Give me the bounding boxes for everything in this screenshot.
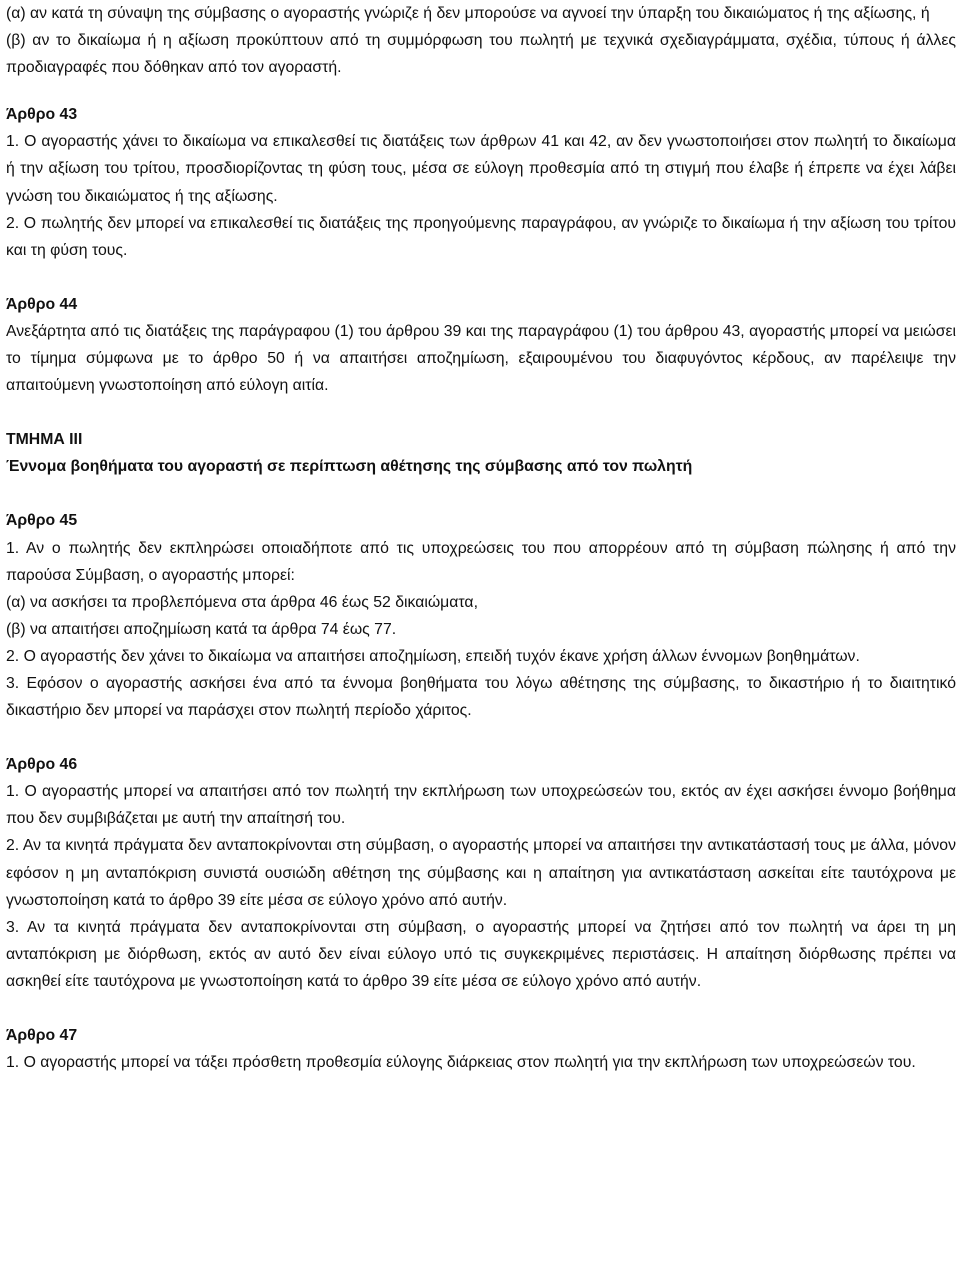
article-45-para-1: 1. Αν ο πωλητής δεν εκπληρώσει οποιαδήποτε από τις υποχρεώσεις του που απορρέουν από τη σύμβαση πώλησης ή από την παρούσα Σύμβαση, ο αγοραστής μπορεί: bbox=[6, 539, 956, 584]
article-44-para-1: Ανεξάρτητα από τις διατάξεις της παράγραφου (1) του άρθρου 39 και της παραγράφου (1) του άρθρου 43, αγοραστής μπορεί να μειώσει το τίμημα σύμφωνα με το άρθρο 50 ή να απαιτήσει αποζημίωση, εξαιρουμένου του διαφυγόντος κέρδους, αν παρέλειψε την απαιτούμενη γνωστοποίηση από εύλογη αιτία. bbox=[6, 322, 956, 395]
article-46-para-1: 1. Ο αγοραστής μπορεί να απαιτήσει από τον πωλητή την εκπλήρωση των υποχρεώσεών του, εκτός αν έχει ασκήσει έννομο βοήθημα που δεν συμβιβάζεται με αυτή την απαίτησή του. bbox=[6, 783, 956, 828]
article-46-para-2: 2. Αν τα κινητά πράγματα δεν ανταποκρίνονται στη σύμβαση, ο αγοραστής μπορεί να απαιτήσει την αντικατάστασή τους με άλλα, μόνον εφόσον η μη ανταπόκριση συνιστά ουσιώδη αθέτηση της σύμβασης και η απαίτηση για αντικατάσταση ασκείται είτε ταυτόχρονα με γνωστοποίηση κατά το άρθρο 39 είτε μέσα σε εύλογο χρόνο από αυτήν. bbox=[6, 837, 956, 909]
section-title: ΤΜΗΜΑ III bbox=[6, 431, 83, 449]
article-47-title: Άρθρο 47 bbox=[6, 1027, 78, 1044]
article-43-title: Άρθρο 43 bbox=[6, 106, 78, 124]
article-45-para-3: 3. Εφόσον ο αγοραστής ασκήσει ένα από τα έννομα βοηθήματα του λόγω αθέτησης της σύμβασης, το δικαστήριο ή το διαιτητικό δικαστήριο δεν μπορεί να παράσχει στον πωλητή περίοδο χάριτος. bbox=[6, 674, 956, 720]
spacer bbox=[6, 480, 956, 507]
article-45-title: Άρθρο 45 bbox=[6, 512, 78, 530]
article-45-para-2: 2. Ο αγοραστής δεν χάνει το δικαίωμα να απαιτήσει αποζημίωση, επειδή τυχόν έκανε χρήση άλλων έννομων βοηθημάτων. bbox=[6, 647, 860, 665]
article-43-para-2: 2. Ο πωλητής δεν μπορεί να επικαλεσθεί τις διατάξεις της προηγούμενης παραγράφου, αν γνώριζε το δικαίωμα ή την αξίωση του τρίτου και τη φύση τους. bbox=[6, 214, 956, 259]
article-44-title: Άρθρο 44 bbox=[6, 295, 78, 313]
article-46-para-3: 3. Αν τα κινητά πράγματα δεν ανταποκρίνονται στη σύμβαση, ο αγοραστής μπορεί να ζητήσει από τον πωλητή να άρει τη μη ανταπόκριση με διόρθωση, εκτός αν αυτό δεν είναι εύλογο υπό τις συγκεκριμένες περιστάσεις. Η απαίτηση διόρθωσης πρέπει να ασκηθεί είτε ταυτόχρονα με γνωστοποίηση κατά το άρθρο 39 είτε μέσα σε εύλογο χρόνο από αυτήν. bbox=[6, 918, 956, 990]
section-subtitle: Έννομα βοηθήματα του αγοραστή σε περίπτωση αθέτησης της σύμβασης από τον πωλητή bbox=[6, 458, 693, 476]
intro-item-b: (β) αν το δικαίωμα ή η αξίωση προκύπτουν από τη συμμόρφωση του πωλητή με τεχνικά σχεδιαγράμματα, σχέδια, τύπους ή άλλες προδιαγραφές που δόθηκαν από τον αγοραστή. bbox=[6, 32, 956, 77]
spacer bbox=[6, 399, 956, 426]
spacer bbox=[6, 264, 956, 291]
spacer bbox=[6, 81, 956, 101]
article-47-para-1: 1. Ο αγοραστής μπορεί να τάξει πρόσθετη προθεσμία εύλογης διάρκειας στον πωλητή για την εκπλήρωση των υποχρεώσεών του. bbox=[6, 1054, 916, 1072]
article-46-title: Άρθρο 46 bbox=[6, 756, 78, 774]
article-43-para-1: 1. Ο αγοραστής χάνει το δικαίωμα να επικαλεσθεί τις διατάξεις των άρθρων 41 και 42, αν δεν γνωστοποιήσει στον πωλητή το δικαίωμα ή την αξίωση του τρίτου, προσδιορίζοντας τη φύση τους, μέσα σε εύλογη προθεσμία από τη στιγμή που έλαβε ή έπρεπε να έχει λάβει γνώση του δικαιώματος ή της αξίωσης. bbox=[6, 133, 956, 205]
intro-item-a: (α) αν κατά τη σύναψη της σύμβασης ο αγοραστής γνώριζε ή δεν μπορούσε να αγνοεί την ύπαρξη του δικαιώματος ή της αξίωσης, ή bbox=[6, 5, 930, 22]
document-page bbox=[6, 0, 956, 1076]
article-45-item-a: (α) να ασκήσει τα προβλεπόμενα στα άρθρα 46 έως 52 δικαιώματα, bbox=[6, 593, 478, 611]
article-45-item-b: (β) να απαιτήσει αποζημίωση κατά τα άρθρα 74 έως 77. bbox=[6, 620, 397, 638]
spacer bbox=[6, 724, 956, 751]
spacer bbox=[6, 995, 956, 1022]
